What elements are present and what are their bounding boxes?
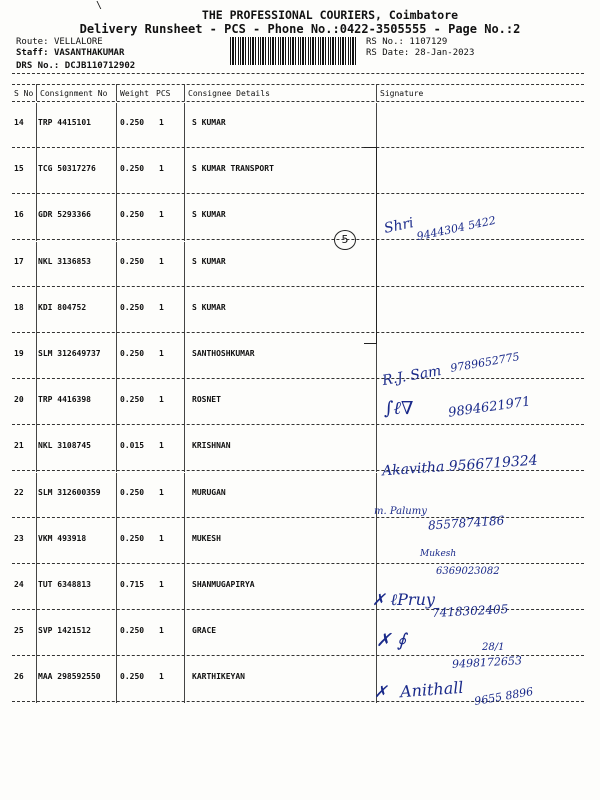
column-divider: [36, 334, 37, 380]
row-consignee: KRISHNAN: [192, 441, 231, 450]
row-sno: 24: [14, 580, 24, 589]
row-consignee: S KUMAR TRANSPORT: [192, 164, 274, 173]
column-divider: [116, 519, 117, 565]
signature-22-phone: 8557874186: [427, 513, 505, 533]
column-divider: [36, 288, 37, 334]
row-divider: [12, 239, 584, 240]
row-weight: 0.250: [120, 395, 145, 404]
column-divider: [184, 242, 185, 288]
row-consignee: ROSNET: [192, 395, 221, 404]
barcode-image: [230, 37, 358, 65]
row-consignment-no: GDR 5293366: [38, 210, 91, 219]
row-pcs: 1: [159, 349, 164, 358]
row-divider: [12, 193, 584, 194]
row-consignment-no: KDI 804752: [38, 303, 87, 312]
signature-16-name: Shri: [382, 215, 416, 237]
row-sno: 25: [14, 626, 24, 635]
column-divider: [36, 473, 37, 519]
row-pcs: 1: [159, 303, 164, 312]
column-divider: [184, 103, 185, 149]
column-divider: [376, 84, 377, 101]
row-consignment-no: SVP 1421512: [38, 626, 91, 635]
signature-19-name: R.J. Sam: [381, 362, 443, 390]
column-divider: [184, 473, 185, 519]
row-pcs: 1: [159, 534, 164, 543]
column-divider: [116, 473, 117, 519]
col-consignment: Consignment No: [40, 89, 108, 98]
rs-date-label: RS Date:: [366, 48, 410, 58]
signature-24-phone: 7418302405: [431, 602, 509, 620]
row-weight: 0.715: [120, 580, 145, 589]
column-divider: [36, 426, 37, 472]
column-divider: [116, 149, 117, 195]
row-sno: 18: [14, 303, 24, 312]
row-weight: 0.250: [120, 626, 145, 635]
column-divider: [184, 288, 185, 334]
staff-label: Staff:: [16, 48, 49, 58]
rs-no-value: 1107129: [409, 37, 448, 47]
row-pcs: 1: [159, 164, 164, 173]
grouping-bracket: [364, 147, 377, 344]
row-consignment-no: SLM 312649737: [38, 349, 101, 358]
col-sno: S No: [14, 89, 34, 98]
row-consignee: S KUMAR: [192, 210, 226, 219]
column-divider: [36, 149, 37, 195]
staff-line: [16, 48, 124, 58]
signature-20-scribble: ∫ℓ∇: [384, 398, 414, 419]
column-divider: [36, 565, 37, 611]
column-divider: [116, 611, 117, 657]
column-divider: [36, 242, 37, 288]
signature-23-phone: 6369023082: [436, 566, 500, 577]
row-sno: 14: [14, 118, 24, 127]
row-consignment-no: NKL 3136853: [38, 257, 91, 266]
signature-22-name: m. Palumy: [374, 506, 427, 517]
column-divider: [36, 519, 37, 565]
route-label: Route:: [16, 37, 49, 47]
column-divider: [376, 519, 377, 565]
column-divider: [184, 84, 185, 101]
signature-26-phone: 9655 8896: [473, 684, 535, 709]
route-line: [16, 37, 103, 47]
row-sno: 16: [14, 210, 24, 219]
row-divider: [12, 147, 584, 148]
row-weight: 0.250: [120, 118, 145, 127]
drs-line: [16, 61, 135, 71]
signature-25-scribble: ✗ ∮: [376, 630, 407, 651]
divider: [12, 84, 584, 85]
row-sno: 19: [14, 349, 24, 358]
row-sno: 15: [14, 164, 24, 173]
row-sno: 26: [14, 672, 24, 681]
col-consignee: Consignee Details: [188, 89, 270, 98]
rs-no-label: RS No.:: [366, 37, 404, 47]
col-pcs: PCS: [156, 89, 171, 98]
row-consignment-no: TRP 4415101: [38, 118, 91, 127]
row-pcs: 1: [159, 672, 164, 681]
column-divider: [36, 380, 37, 426]
signature-23-name: Mukesh: [420, 549, 457, 559]
row-weight: 0.250: [120, 210, 145, 219]
signature-25-date: 28/1: [482, 642, 505, 653]
row-weight: 0.250: [120, 349, 145, 358]
row-consignment-no: TUT 6348813: [38, 580, 91, 589]
column-divider: [36, 103, 37, 149]
runsheet-title: Delivery Runsheet - PCS - Phone No.:0422-3505555 - Page No.:2: [79, 22, 521, 36]
col-signature: Signature: [380, 89, 424, 98]
row-pcs: 1: [159, 118, 164, 127]
row-weight: 0.250: [120, 303, 145, 312]
row-weight: 0.250: [120, 257, 145, 266]
rs-date-value: 28-Jan-2023: [414, 48, 475, 58]
signature-21: Akavitha 9566719324: [381, 452, 539, 480]
row-consignment-no: TRP 4416398: [38, 395, 91, 404]
column-divider: [36, 84, 37, 101]
signature-26-mark: ✗: [374, 682, 388, 701]
row-consignee: MUKESH: [192, 534, 221, 543]
row-pcs: 1: [159, 210, 164, 219]
signature-24-scribble: ✗ ℓPruy: [372, 590, 435, 609]
column-divider: [184, 426, 185, 472]
row-consignment-no: TCG 50317276: [38, 164, 96, 173]
row-pcs: 1: [159, 580, 164, 589]
row-consignee: KARTHIKEYAN: [192, 672, 245, 681]
column-divider: [376, 380, 377, 426]
row-divider: [12, 286, 584, 287]
column-divider: [376, 103, 377, 149]
rs-date-line: [366, 48, 474, 58]
column-divider: [36, 657, 37, 703]
signature-20-phone: 9894621971: [447, 394, 532, 421]
column-divider: [184, 195, 185, 241]
column-divider: [116, 380, 117, 426]
drs-value: DCJB110712902: [64, 61, 136, 71]
column-divider: [36, 611, 37, 657]
row-sno: 20: [14, 395, 24, 404]
column-divider: [116, 426, 117, 472]
col-weight: Weight: [120, 89, 149, 98]
row-weight: 0.015: [120, 441, 145, 450]
row-consignee: SHANMUGAPIRYA: [192, 580, 255, 589]
column-divider: [184, 149, 185, 195]
column-divider: [116, 288, 117, 334]
row-consignee: SANTHOSHKUMAR: [192, 349, 255, 358]
signature-25-phone: 9498172653: [451, 654, 523, 671]
row-divider: [12, 563, 584, 564]
signature-16-phone: 9444304 5422: [415, 213, 497, 244]
column-divider: [116, 242, 117, 288]
row-weight: 0.250: [120, 534, 145, 543]
row-pcs: 1: [159, 488, 164, 497]
row-divider: [12, 424, 584, 425]
corner-mark: \: [96, 0, 103, 11]
column-divider: [184, 657, 185, 703]
column-divider: [184, 519, 185, 565]
column-divider: [184, 565, 185, 611]
column-divider: [116, 334, 117, 380]
row-consignee: GRACE: [192, 626, 217, 635]
row-pcs: 1: [159, 441, 164, 450]
column-divider: [376, 426, 377, 472]
staff-value: VASANTHAKUMAR: [53, 48, 125, 58]
row-consignment-no: SLM 312600359: [38, 488, 101, 497]
row-divider: [12, 332, 584, 333]
row-sno: 17: [14, 257, 24, 266]
row-sno: 21: [14, 441, 24, 450]
row-consignee: S KUMAR: [192, 257, 226, 266]
column-divider: [184, 611, 185, 657]
row-pcs: 1: [159, 395, 164, 404]
row-consignee: MURUGAN: [192, 488, 226, 497]
signature-26-name: Anithall: [399, 677, 465, 702]
signature-19-phone: 9789652775: [449, 350, 521, 375]
column-divider: [184, 380, 185, 426]
row-consignment-no: VKM 493918: [38, 534, 87, 543]
rs-no-line: [366, 37, 447, 47]
column-divider: [36, 195, 37, 241]
column-divider: [116, 84, 117, 101]
row-divider: [12, 378, 584, 379]
row-pcs: 1: [159, 257, 164, 266]
divider: [12, 73, 584, 74]
row-weight: 0.250: [120, 164, 145, 173]
route-value: VELLALORE: [53, 37, 103, 47]
column-divider: [116, 565, 117, 611]
company-title: THE PROFESSIONAL COURIERS, Coimbatore: [201, 8, 459, 22]
column-divider: [116, 103, 117, 149]
column-divider: [184, 334, 185, 380]
row-consignee: S KUMAR: [192, 118, 226, 127]
divider: [12, 101, 584, 102]
column-divider: [116, 657, 117, 703]
column-divider: [116, 195, 117, 241]
row-consignee: S KUMAR: [192, 303, 226, 312]
row-pcs: 1: [159, 626, 164, 635]
row-weight: 0.250: [120, 488, 145, 497]
row-weight: 0.250: [120, 672, 145, 681]
row-sno: 22: [14, 488, 24, 497]
row-consignment-no: NKL 3108745: [38, 441, 91, 450]
row-sno: 23: [14, 534, 24, 543]
circled-count: 5: [334, 230, 356, 250]
drs-label: DRS No.:: [16, 61, 60, 71]
row-consignment-no: MAA 298592550: [38, 672, 101, 681]
